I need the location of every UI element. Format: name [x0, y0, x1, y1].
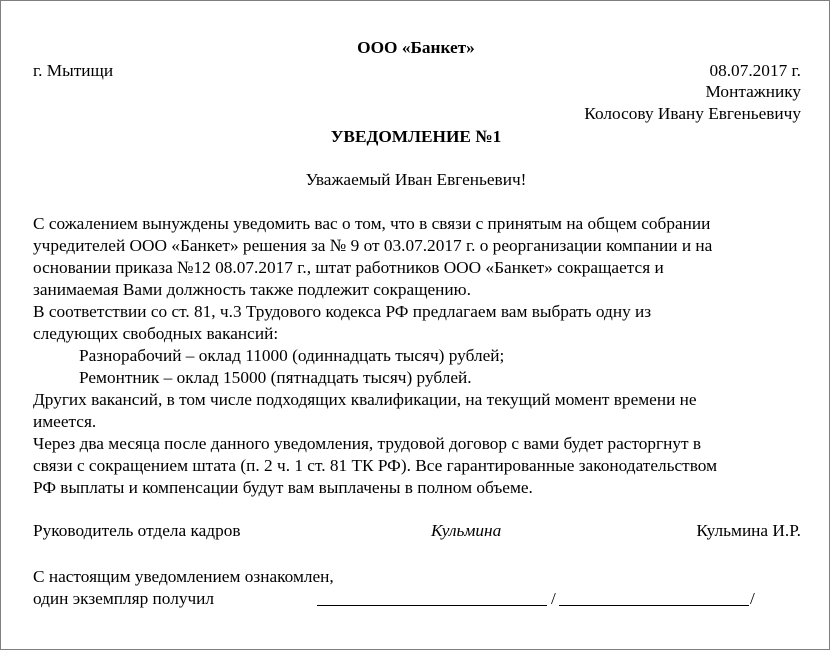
signer-role: Руководитель отдела кадров: [33, 521, 241, 540]
vacancy-item: Ремонтник – оклад 15000 (пятнадцать тысяч) рублей.: [79, 368, 472, 387]
body-line: основании приказа №12 08.07.2017 г., штат работников ООО «Банкет» сокращается и: [33, 258, 664, 277]
body-line: Других вакансий, в том числе подходящих квалификации, на текущий момент времени не: [33, 390, 697, 409]
signature-end-slash: /: [750, 589, 755, 608]
body-line: занимаемая Вами должность также подлежит сокращению.: [33, 280, 471, 299]
salutation: Уважаемый Иван Евгеньевич!: [305, 170, 527, 189]
body-line: РФ выплаты и компенсации будут вам выплачены в полном объеме.: [33, 478, 533, 497]
vacancy-item: Разнорабочий – оклад 11000 (одиннадцать тысяч) рублей;: [79, 346, 505, 365]
signature: Кульмина: [431, 521, 502, 540]
document-title: УВЕДОМЛЕНИЕ №1: [330, 127, 502, 146]
body-line: В соответствии со ст. 81, ч.3 Трудового кодекса РФ предлагаем вам выбрать одну из: [33, 302, 652, 321]
body-line: следующих свободных вакансий:: [33, 324, 279, 343]
city: г. Мытищи: [33, 61, 114, 80]
body-line: связи с сокращением штата (п. 2 ч. 1 ст. 81 ТК РФ). Все гарантированные законодательством: [33, 456, 718, 475]
document-date: 08.07.2017 г.: [709, 61, 801, 80]
acknowledgement-line: С настоящим уведомлением ознакомлен,: [33, 567, 334, 586]
body-line: учредителей ООО «Банкет» решения за № 9 от 03.07.2017 г. о реорганизации компании и на: [33, 236, 713, 255]
recipient-name: Колосову Ивану Евгеньевичу: [584, 104, 801, 123]
name-blank-line: [559, 605, 749, 606]
signature-separator: /: [551, 589, 556, 608]
company-name: ООО «Банкет»: [357, 38, 475, 57]
body-line: Через два месяца после данного уведомления, трудовой договор с вами будет расторгнут в: [33, 434, 702, 453]
acknowledgement-line: один экземпляр получил: [33, 589, 215, 608]
signature-blank-line: [317, 605, 547, 606]
body-line: имеется.: [33, 412, 97, 431]
signer-name: Кульмина И.Р.: [696, 521, 801, 540]
body-line: С сожалением вынуждены уведомить вас о том, что в связи с принятым на общем собрании: [33, 214, 711, 233]
recipient-position: Монтажнику: [705, 82, 801, 101]
